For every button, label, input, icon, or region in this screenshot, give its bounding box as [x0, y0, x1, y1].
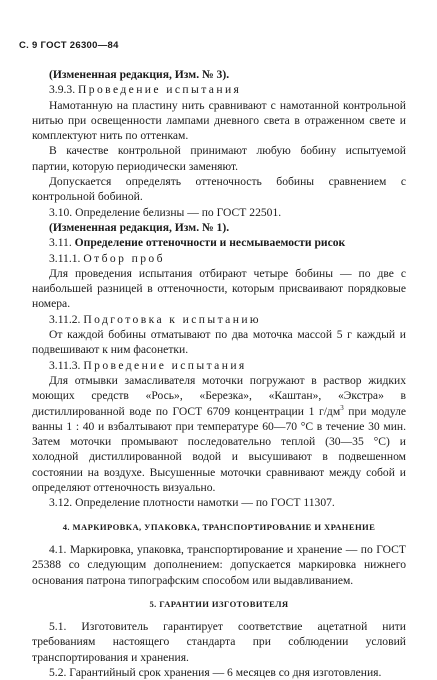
text-run: Намотанную на пластину нить сравнивают с намотанной контрольной нитью при освещенности лампами дневного света в отраженном свете и комплектуют нить по оттенкам. [32, 98, 406, 143]
text-run: 4. МАРКИРОВКА, УПАКОВКА, ТРАНСПОРТИРОВАНИЕ И ХРАНЕНИЕ [62, 521, 376, 532]
paragraph [32, 174, 406, 205]
paragraph [32, 235, 406, 250]
paragraph [32, 373, 406, 495]
paragraph [32, 82, 406, 97]
text-run: 3.11.3. [49, 358, 84, 372]
text-run: Проведение испытания [83, 358, 247, 372]
section-heading [32, 520, 406, 535]
text-run: 3 [340, 403, 344, 412]
text-run: 3.9.3. [49, 83, 78, 97]
text-run: 3.11. [49, 236, 75, 250]
text-run: Для отмывки замасливателя моточки погружают в раствор жидких моющих средств «Рось», «Березка», «Каштан», «Экстра» в дистиллированной воде по ГОСТ 6709 концентрации 1 г/дм [32, 373, 406, 418]
paragraph [32, 143, 406, 174]
paragraph [32, 665, 406, 680]
paragraph [32, 67, 406, 82]
text-run: 3.11.1. [49, 251, 84, 265]
text-run: В качестве контрольной принимают любую бобину испытуемой партии, которую периодически заменяют. [32, 144, 406, 173]
section-heading [32, 597, 406, 612]
text-run: 3.12. Определение плотности намотки — по ГОСТ 11307. [49, 496, 335, 510]
text-run: От каждой бобины отматывают по два моточка массой 5 г каждый и подвешивают к ним фасонетки. [32, 328, 406, 357]
text-run: Для проведения испытания отбирают четыре бобины — по две с наибольшей разницей в оттеночности, которым присваивают порядковые номера. [32, 266, 406, 311]
text-run: (Измененная редакция, Изм. № 1). [49, 220, 230, 234]
paragraph [32, 495, 406, 510]
paragraph [32, 327, 406, 358]
text-run: Отбор проб [83, 251, 165, 265]
paragraph [32, 542, 406, 588]
paragraph [32, 358, 406, 373]
paragraph [32, 205, 406, 220]
text-run: Подготовка к испытанию [83, 312, 261, 326]
text-run: 3.11.2. [49, 312, 84, 326]
text-run: 3.10. Определение белизны — по ГОСТ 22501. [49, 205, 282, 219]
text-run: Проведение испытания [77, 83, 242, 97]
text-run: 5.1. Изготовитель гарантирует соответствие ацетатной нити требованиям настоящего стандарта при соблюдении условий транспортирования и хранения. [32, 620, 406, 664]
paragraph [32, 98, 406, 144]
text-run: 4.1. Маркировка, упаковка, транспортирование и хранение — по ГОСТ 25388 со следующим дополнением: допускается маркировка нижнего основания патрона типографским способом или выдавливанием. [32, 542, 406, 587]
text-run: при модуле ванны 1 : 40 и взбалтывают при температуре 60—70 °С в течение 30 мин. Затем моточки промывают последовательно теплой (30—35 °С) и холодной дистиллированной водой и высушивают в подвешенном состоянии на воздухе. Высушенные моточки сравнивают между собой и определяют оттеночность визуально. [32, 404, 407, 495]
text-run: Допускается определять оттеночность бобины сравнением с контрольной бобиной. [32, 175, 406, 204]
paragraph [32, 312, 406, 327]
text-run: (Измененная редакция, Изм. № 3). [49, 68, 230, 81]
text-run: 5. ГАРАНТИИ ИЗГОТОВИТЕЛЯ [149, 598, 289, 609]
paragraph [32, 220, 406, 235]
paragraph [32, 251, 406, 266]
page-header: С. 9 ГОСТ 26300—84 [19, 40, 119, 51]
document-body [32, 67, 406, 680]
text-run: Определение оттеночности и несмываемости рисок [74, 236, 346, 250]
paragraph [32, 266, 406, 312]
paragraph [32, 619, 406, 665]
text-run: 5.2. Гарантийный срок хранения — 6 месяцев со дня изготовления. [49, 665, 382, 679]
